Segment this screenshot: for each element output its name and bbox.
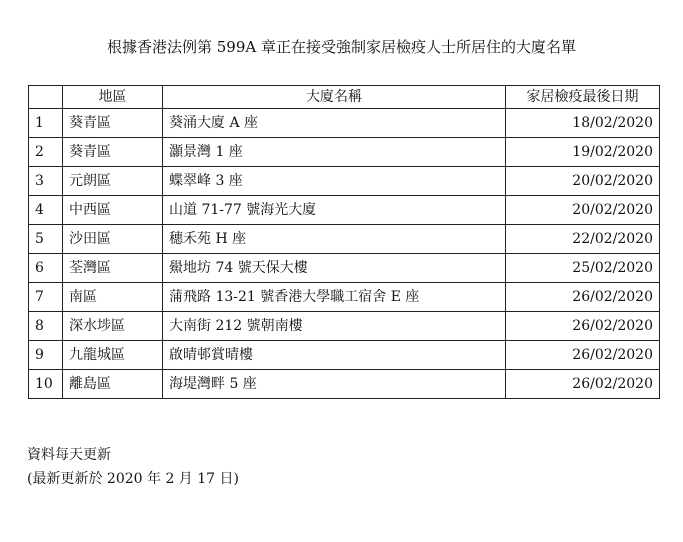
table-row xyxy=(29,283,660,312)
header-district: 地區 xyxy=(63,86,163,109)
row-district: 葵青區 xyxy=(63,138,163,167)
row-number: 4 xyxy=(29,196,63,225)
row-building: 啟晴邨賞晴樓 xyxy=(163,341,506,370)
row-date: 18/02/2020 xyxy=(506,109,660,138)
row-date: 26/02/2020 xyxy=(506,370,660,399)
row-district: 九龍城區 xyxy=(63,341,163,370)
row-building: 海堤灣畔 5 座 xyxy=(163,370,506,399)
table-row xyxy=(29,312,660,341)
row-date: 26/02/2020 xyxy=(506,341,660,370)
row-district: 離島區 xyxy=(63,370,163,399)
row-number: 9 xyxy=(29,341,63,370)
row-building: 蝶翠峰 3 座 xyxy=(163,167,506,196)
row-building: 蒲飛路 13-21 號香港大學職工宿舍 E 座 xyxy=(163,283,506,312)
row-district: 深水埗區 xyxy=(63,312,163,341)
table-row xyxy=(29,370,660,399)
row-district: 葵青區 xyxy=(63,109,163,138)
row-district: 元朗區 xyxy=(63,167,163,196)
row-building: 灝景灣 1 座 xyxy=(163,138,506,167)
row-number: 7 xyxy=(29,283,63,312)
row-building: 大南街 212 號朝南樓 xyxy=(163,312,506,341)
row-date: 26/02/2020 xyxy=(506,312,660,341)
table-row xyxy=(29,196,660,225)
row-date: 26/02/2020 xyxy=(506,283,660,312)
buildings-table xyxy=(28,85,660,399)
row-district: 中西區 xyxy=(63,196,163,225)
row-number: 2 xyxy=(29,138,63,167)
table-row xyxy=(29,225,660,254)
table-row xyxy=(29,254,660,283)
row-date: 20/02/2020 xyxy=(506,167,660,196)
row-building: 山道 71-77 號海光大廈 xyxy=(163,196,506,225)
header-number xyxy=(29,86,63,109)
table-header-row xyxy=(29,86,660,109)
row-number: 3 xyxy=(29,167,63,196)
row-building: 穗禾苑 H 座 xyxy=(163,225,506,254)
document-title: 根據香港法例第 599A 章正在接受強制家居檢疫人士所居住的大廈名單 xyxy=(106,38,576,56)
row-district: 沙田區 xyxy=(63,225,163,254)
row-date: 25/02/2020 xyxy=(506,254,660,283)
row-date: 22/02/2020 xyxy=(506,225,660,254)
row-district: 南區 xyxy=(63,283,163,312)
table-row xyxy=(29,138,660,167)
row-number: 1 xyxy=(29,109,63,138)
header-building: 大廈名稱 xyxy=(163,86,506,109)
row-number: 5 xyxy=(29,225,63,254)
row-number: 6 xyxy=(29,254,63,283)
table-row xyxy=(29,341,660,370)
table-row xyxy=(29,167,660,196)
row-date: 20/02/2020 xyxy=(506,196,660,225)
table-row xyxy=(29,109,660,138)
row-district: 荃灣區 xyxy=(63,254,163,283)
row-building: 鱟地坊 74 號天保大樓 xyxy=(163,254,506,283)
row-number: 8 xyxy=(29,312,63,341)
update-frequency-note: 資料每天更新 xyxy=(27,447,111,463)
last-updated-note: (最新更新於 2020 年 2 月 17 日) xyxy=(27,471,239,487)
header-date: 家居檢疫最後日期 xyxy=(506,86,660,109)
row-number: 10 xyxy=(29,370,63,399)
row-building: 葵涌大廈 A 座 xyxy=(163,109,506,138)
row-date: 19/02/2020 xyxy=(506,138,660,167)
